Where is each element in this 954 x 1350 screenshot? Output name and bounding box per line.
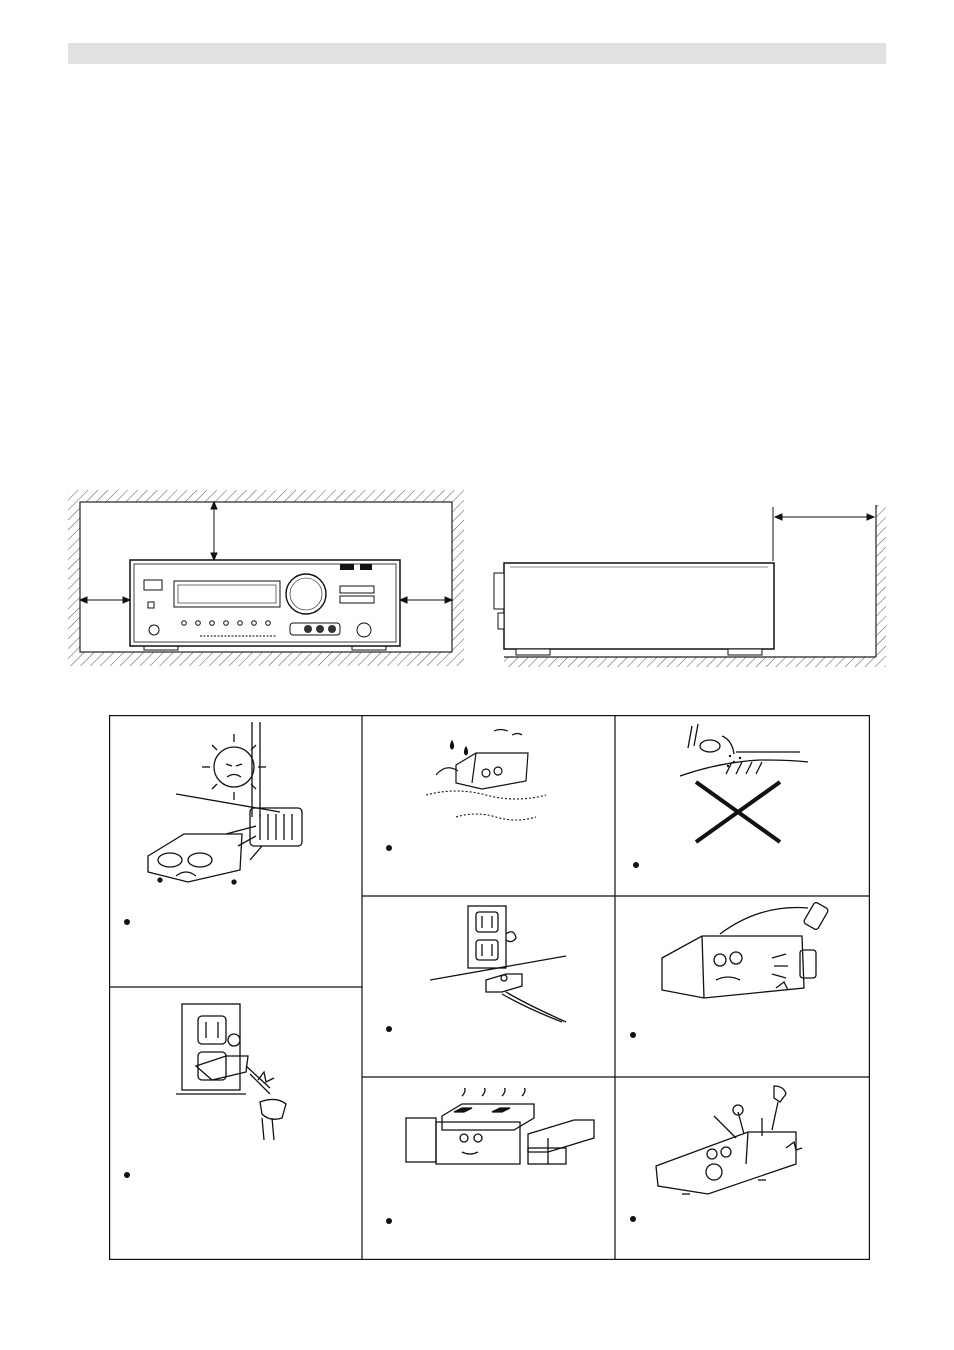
spray-can-icon bbox=[660, 898, 836, 1002]
bullet bbox=[386, 1218, 392, 1224]
receiver-side-icon bbox=[494, 563, 774, 655]
stacked-heat-icon bbox=[402, 1088, 598, 1174]
bullet bbox=[124, 919, 130, 925]
cables-icon bbox=[654, 1082, 822, 1198]
pins-coins-icon bbox=[680, 722, 810, 844]
section-header-bar bbox=[68, 43, 886, 64]
receiver-front-icon bbox=[130, 560, 400, 650]
outlet-cord-icon bbox=[430, 904, 570, 1024]
bullet bbox=[124, 1172, 130, 1178]
bullet bbox=[630, 1032, 636, 1038]
bullet bbox=[386, 1026, 392, 1032]
water-dust-icon bbox=[416, 725, 556, 835]
plug-pull-icon bbox=[176, 1000, 296, 1142]
bullet bbox=[633, 862, 639, 868]
front-placement-diagram bbox=[68, 490, 464, 666]
bullet bbox=[630, 1216, 636, 1222]
bullet bbox=[386, 845, 392, 851]
sun-heater-icon bbox=[130, 722, 340, 894]
side-placement-diagram bbox=[492, 505, 888, 669]
